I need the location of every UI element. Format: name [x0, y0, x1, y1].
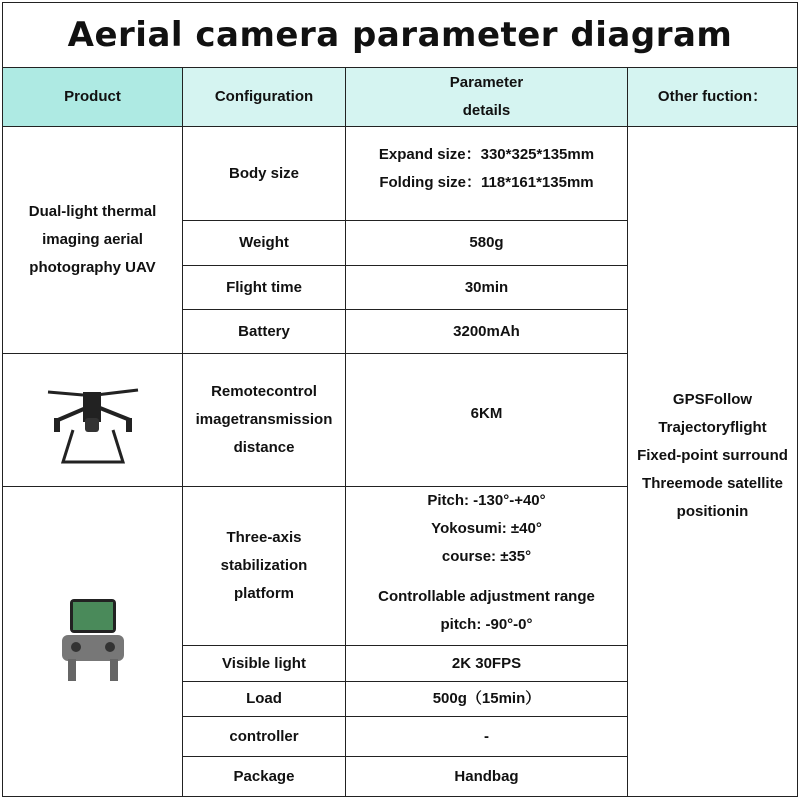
param-value: 6KM — [470, 405, 503, 422]
config-visible-light — [182, 645, 346, 682]
param-value: 2K 30FPS — [451, 654, 522, 672]
param-value: 30min — [464, 278, 509, 296]
config-label: imagetransmission — [195, 411, 333, 428]
header-text: Parameter — [449, 74, 524, 91]
param-value: 500g（15min） — [432, 690, 541, 707]
other-functions-cell — [627, 126, 798, 797]
header-text: Configuration — [214, 88, 314, 105]
header-parameter — [345, 67, 628, 127]
param-value: Expand size：330*325*135mm — [378, 145, 595, 163]
controller-image — [58, 597, 128, 687]
param-gimbal — [345, 486, 628, 646]
product-name-line: photography UAV — [29, 259, 156, 276]
drone-image — [38, 370, 148, 470]
header-text: Other fuction： — [657, 88, 768, 105]
param-value: pitch: -90°-0° — [440, 616, 533, 633]
param-value: Yokosumi: ±40° — [431, 520, 542, 537]
config-label: Remotecontrol — [211, 383, 317, 400]
param-package — [345, 756, 628, 797]
config-label: Load — [246, 690, 282, 707]
config-label: Package — [233, 767, 295, 785]
header-text: Product — [64, 88, 121, 105]
header-configuration — [182, 67, 346, 127]
param-body-size — [345, 126, 628, 221]
config-body-size — [182, 126, 346, 221]
param-load — [345, 681, 628, 717]
param-controller — [345, 716, 628, 757]
config-label: platform — [234, 585, 294, 602]
config-remote — [182, 353, 346, 487]
config-label: distance — [233, 439, 295, 456]
config-gimbal — [182, 486, 346, 646]
config-label: controller — [229, 727, 299, 745]
param-value: Pitch: -130°-+40° — [427, 492, 546, 509]
header-text: details — [462, 102, 511, 119]
header-product — [2, 67, 183, 127]
config-weight — [182, 220, 346, 266]
drone-image-cell — [2, 353, 183, 487]
other-function: Trajectoryflight — [658, 418, 767, 436]
config-label: Visible light — [222, 654, 306, 672]
param-battery — [345, 309, 628, 354]
config-label: Three-axis — [226, 529, 302, 546]
config-label: Body size — [228, 164, 300, 182]
product-name-line: Dual-light thermal — [28, 203, 157, 220]
config-label: Flight time — [226, 278, 302, 296]
param-flight-time — [345, 265, 628, 310]
config-package — [182, 756, 346, 797]
product-name-line: imaging aerial — [42, 231, 143, 248]
config-label: Battery — [238, 322, 290, 340]
config-controller — [182, 716, 346, 757]
param-value: 3200mAh — [453, 322, 520, 340]
other-function: GPSFollow — [672, 390, 753, 408]
param-value: Controllable adjustment range — [378, 588, 595, 605]
config-load — [182, 681, 346, 717]
other-function: Threemode satellite — [642, 474, 783, 492]
param-visible-light — [345, 645, 628, 682]
param-value: course: ±35° — [441, 548, 532, 565]
product-name-cell — [2, 126, 183, 354]
config-flight-time — [182, 265, 346, 310]
page-title — [2, 2, 798, 68]
header-other — [627, 67, 798, 127]
param-value: Handbag — [454, 767, 519, 785]
param-value: - — [484, 727, 489, 745]
param-weight — [345, 220, 628, 266]
controller-image-cell — [2, 486, 183, 797]
config-battery — [182, 309, 346, 354]
other-function: Fixed-point surround — [637, 446, 788, 464]
other-function: positionin — [676, 502, 749, 520]
param-value: Folding size：118*161*135mm — [379, 173, 594, 191]
config-label: stabilization — [220, 557, 308, 574]
config-label: Weight — [239, 234, 289, 251]
title-text: Aerial camera parameter diagram — [67, 15, 733, 55]
param-remote — [345, 353, 628, 487]
param-value: 580g — [469, 234, 504, 251]
